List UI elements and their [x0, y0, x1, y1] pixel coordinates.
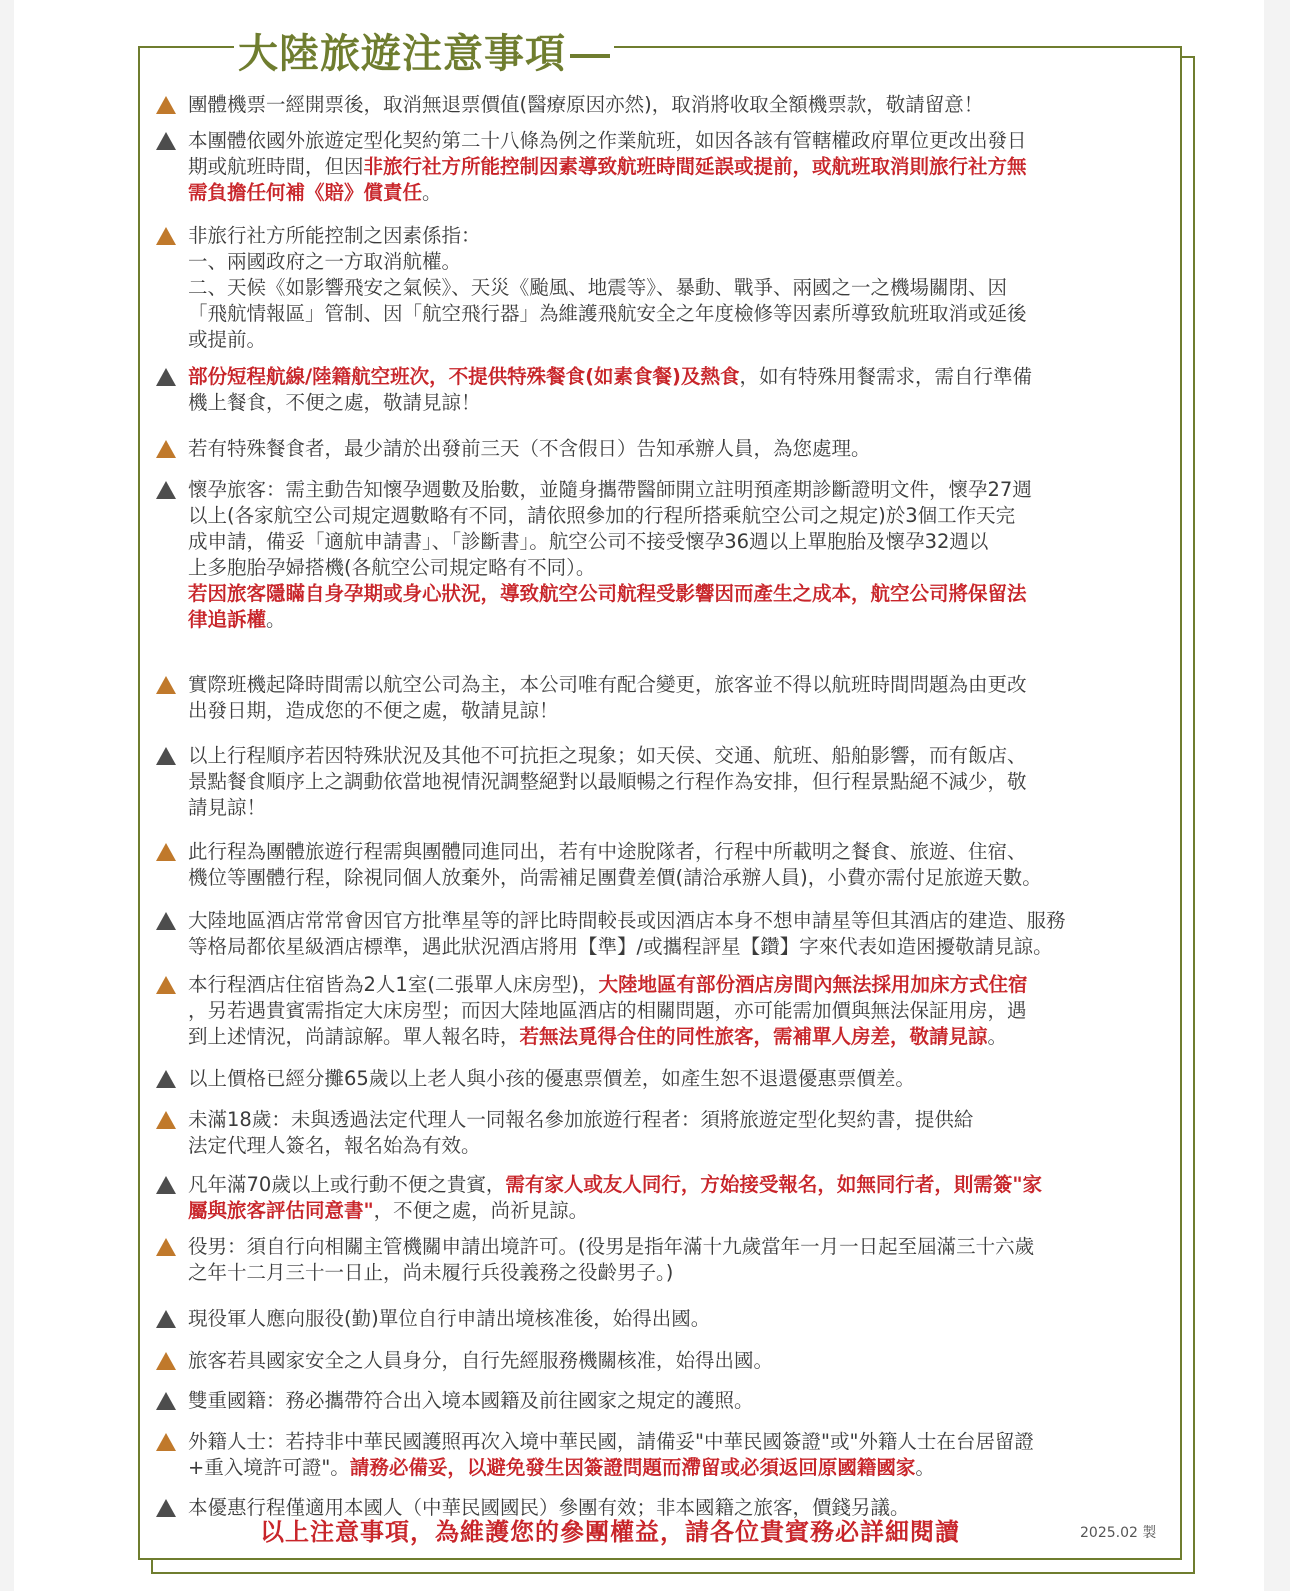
notice-text: ，如有特殊用餐需求，需自行準備 [739, 365, 1032, 388]
notice-line [188, 607, 1032, 633]
highlight-text: 若因旅客隱瞞自身孕期或身心狀況，導致航空公司航程受影響因而產生之成本，航空公司將保留法 [188, 582, 1027, 605]
page-title: 大陸旅遊注意事項 [238, 31, 566, 77]
notice-text: 此行程為團體旅遊行程需與團體同進同出，若有中途脫隊者，行程中所載明之餐食、旅遊、住宿、 [188, 840, 1027, 863]
highlight-text: 大陸地區有部份酒店房間內無法採用加床方式住宿 [598, 973, 1028, 996]
notice-text: 未滿18歲：未與透過法定代理人一同報名參加旅遊行程者：須將旅遊定型化契約書，提供給 [188, 1108, 974, 1131]
notice-line [188, 1455, 1034, 1481]
notice-line [188, 1429, 1034, 1455]
notice-line [188, 1306, 710, 1332]
notice-item [156, 1107, 973, 1159]
notice-item [156, 908, 1066, 960]
notice-text: 旅客若具國家安全之人員身分，自行先經服務機關核准，始得出國。 [188, 1349, 774, 1372]
notice-item [156, 223, 1027, 353]
triangle-bullet-icon [156, 368, 176, 386]
notice-line [188, 180, 1027, 206]
notice-text: 團體機票一經開票後，取消無退票價值(醫療原因亦然)，取消將收取全額機票款，敬請留意！ [188, 93, 984, 116]
notice-line [188, 223, 1027, 249]
notice-text: 景點餐食順序上之調動依當地視情況調整絕對以最順暢之行程作為安排，但行程景點絕不減少，敬 [188, 770, 1027, 793]
highlight-text: 需負擔任何補《賠》償責任 [188, 181, 423, 204]
notice-line [188, 581, 1032, 607]
notice-text: 成申請，備妥「適航申請書」、「診斷書」。航空公司不接受懷孕36週以上單胞胎及懷孕32週以 [188, 530, 989, 553]
notice-text: +重入境許可證"。 [188, 1456, 350, 1479]
notice-line [188, 1107, 973, 1133]
triangle-bullet-icon [156, 1238, 176, 1256]
notice-text: 若有特殊餐食者，最少請於出發前三天（不含假日）告知承辦人員，為您處理。 [188, 437, 871, 460]
notice-line [188, 1348, 773, 1374]
notice-text: 出發日期，造成您的不便之處，敬請見諒！ [188, 699, 559, 722]
triangle-bullet-icon [156, 132, 176, 150]
notice-item [156, 1348, 773, 1374]
notice-text: 以上(各家航空公司規定週數略有不同，請依照參加的行程所搭乘航空公司之規定)於3個工作天完 [188, 504, 1016, 527]
notice-text: 現役軍人應向服役(勤)單位自行申請出境核准後，始得出國。 [188, 1307, 711, 1330]
notice-line [188, 865, 1042, 891]
notice-line [188, 998, 1028, 1024]
notice-text: 役男：須自行向相關主管機關申請出境許可。(役男是指年滿十九歲當年一月一日起至屆滿三十六歲 [188, 1235, 1035, 1258]
notice-text: 二、天候《如影響飛安之氣候》、天災《颱風、地震等》、暴動、戰爭、兩國之一之機場關閉、因 [188, 276, 1008, 299]
notice-item [156, 972, 1028, 1050]
notice-line [188, 301, 1027, 327]
highlight-text: 律追訴權 [188, 608, 267, 631]
triangle-bullet-icon [156, 440, 176, 458]
highlight-text: 非旅行社方所能控制因素導致航班時間延誤或提前，或航班取消則旅行社方無 [363, 155, 1027, 178]
notice-text: 以上價格已經分攤65歲以上老人與小孩的優惠票價差，如產生恕不退還優惠票價差。 [188, 1067, 915, 1090]
notice-item [156, 1306, 710, 1332]
notice-item [156, 839, 1042, 891]
triangle-bullet-icon [156, 843, 176, 861]
notice-item [156, 1066, 915, 1092]
notice-line [188, 327, 1027, 353]
triangle-bullet-icon [156, 1392, 176, 1410]
notice-text: 或提前。 [188, 328, 267, 351]
highlight-text: 若無法覓得合住的同性旅客，需補單人房差，敬請見諒 [519, 1025, 988, 1048]
notice-item [156, 1429, 1034, 1481]
notice-text: 懷孕旅客：需主動告知懷孕週數及胎數，並隨身攜帶醫師開立註明預產期診斷證明文件，懷孕27週 [188, 478, 1032, 501]
notice-line [188, 1024, 1028, 1050]
notice-text: 外籍人士：若持非中華民國護照再次入境中華民國，請備妥"中華民國簽證"或"外籍人士在台居留證 [188, 1430, 1034, 1453]
notice-line [188, 275, 1027, 301]
notice-line [188, 1388, 754, 1414]
notice-text: 機上餐食，不便之處，敬請見諒！ [188, 391, 481, 414]
highlight-text: 屬與旅客評估同意書" [188, 1199, 374, 1222]
notice-text: 一、兩國政府之一方取消航權。 [188, 250, 462, 273]
notice-text: 機位等團體行程，除視同個人放棄外，尚需補足團費差價(請洽承辦人員)，小費亦需付足旅遊天數。 [188, 866, 1042, 889]
notice-text: 以上行程順序若因特殊狀況及其他不可抗拒之現象；如天侯、交通、航班、船舶影響，而有飯店、 [188, 744, 1027, 767]
footer-note: 以上注意事項，為維護您的參團權益，請各位貴賓務必詳細閱讀 [260, 1518, 960, 1546]
notice-line [188, 672, 1027, 698]
notice-line [188, 839, 1042, 865]
highlight-text: 請務必備妥，以避免發生因簽證問題而滯留或必須返回原國籍國家 [349, 1456, 916, 1479]
notice-text: 法定代理人簽名，報名始為有效。 [188, 1134, 481, 1157]
triangle-bullet-icon [156, 1352, 176, 1370]
notice-text: 。 [422, 181, 442, 204]
notice-item [156, 128, 1027, 206]
notice-frame [138, 31, 1182, 1560]
notice-line [188, 934, 1066, 960]
notice-line [188, 477, 1032, 503]
notice-item [156, 1172, 1042, 1224]
notice-item [156, 743, 1027, 821]
notice-line [188, 908, 1066, 934]
notice-line [188, 92, 983, 118]
notice-line [188, 1198, 1042, 1224]
notice-line [188, 128, 1027, 154]
notice-line [188, 972, 1028, 998]
notice-text: 上多胞胎孕婦搭機(各航空公司規定略有不同）。 [188, 556, 596, 579]
notice-item [156, 477, 1032, 633]
notice-text: 實際班機起降時間需以航空公司為主，本公司唯有配合變更，旅客並不得以航班時間問題為由更改 [188, 673, 1027, 696]
notice-line [188, 390, 1032, 416]
notice-line [188, 1066, 915, 1092]
notice-item [156, 1388, 754, 1414]
notice-item [156, 1234, 1034, 1286]
notice-text: ，不便之處，尚祈見諒。 [373, 1199, 589, 1222]
notice-text: ，另若遇貴賓需指定大床房型；而因大陸地區酒店的相關問題，亦可能需加價與無法保証用房，遇 [188, 999, 1027, 1022]
title-rule [570, 54, 610, 58]
notice-line [188, 154, 1027, 180]
notice-line [188, 249, 1027, 275]
notice-text: 。 [915, 1456, 935, 1479]
notice-text: 非旅行社方所能控制之因素係指： [188, 224, 481, 247]
highlight-text: 需有家人或友人同行，方始接受報名，如無同行者，則需簽"家 [505, 1173, 1042, 1196]
notice-text: 本團體依國外旅遊定型化契約第二十八條為例之作業航班，如因各該有管轄權政府單位更改出發日 [188, 129, 1027, 152]
notice-text: 期或航班時間，但因 [188, 155, 364, 178]
notice-line [188, 555, 1032, 581]
notice-text: 「飛航情報區」管制、因「航空飛行器」為維護飛航安全之年度檢修等因素所導致航班取消或延後 [188, 302, 1027, 325]
notice-line [188, 1172, 1042, 1198]
notice-line [188, 698, 1027, 724]
notice-item [156, 364, 1032, 416]
notice-line [188, 436, 871, 462]
notice-text: 本優惠行程僅適用本國人（中華民國國民）參團有效；非本國籍之旅客，價錢另議。 [188, 1496, 910, 1519]
triangle-bullet-icon [156, 1499, 176, 1517]
triangle-bullet-icon [156, 1433, 176, 1451]
highlight-text: 部份短程航線/陸籍航空班次，不提供特殊餐食(如素食餐)及熱食 [188, 365, 740, 388]
notice-item [156, 436, 871, 462]
notice-line [188, 743, 1027, 769]
notice-text: 到上述情況，尚請諒解。單人報名時， [188, 1025, 520, 1048]
triangle-bullet-icon [156, 1176, 176, 1194]
notice-line [188, 364, 1032, 390]
notice-line [188, 1133, 973, 1159]
notice-line [188, 769, 1027, 795]
notice-text: 雙重國籍：務必攜帶符合出入境本國籍及前往國家之規定的護照。 [188, 1389, 754, 1412]
triangle-bullet-icon [156, 1111, 176, 1129]
title-wrap [234, 26, 614, 82]
notice-line [188, 1260, 1034, 1286]
notice-text: 。 [987, 1025, 1008, 1048]
triangle-bullet-icon [156, 676, 176, 694]
date-stamp: 2025.02 製 [1080, 1525, 1157, 1541]
triangle-bullet-icon [156, 1070, 176, 1088]
notice-text: 大陸地區酒店常常會因官方批準星等的評比時間較長或因酒店本身不想申請星等但其酒店的建造、服務 [188, 909, 1066, 932]
notice-text: 等格局都依星級酒店標準，遇此狀況酒店將用【準】/或攜程評星【鑽】字來代表如造困擾敬請見諒。 [188, 935, 1053, 958]
triangle-bullet-icon [156, 96, 176, 114]
notice-line [188, 1234, 1034, 1260]
triangle-bullet-icon [156, 747, 176, 765]
notice-text: 請見諒！ [188, 796, 267, 819]
notice-line [188, 503, 1032, 529]
notice-text: 凡年滿70歲以上或行動不便之貴賓， [188, 1173, 506, 1196]
triangle-bullet-icon [156, 227, 176, 245]
notice-text: 本行程酒店住宿皆為2人1室(二張單人床房型)， [188, 973, 599, 996]
notice-text: 。 [266, 608, 286, 631]
notice-text: 之年十二月三十一日止，尚未履行兵役義務之役齡男子。) [188, 1261, 674, 1284]
triangle-bullet-icon [156, 1310, 176, 1328]
notice-item [156, 92, 983, 118]
triangle-bullet-icon [156, 976, 176, 994]
triangle-bullet-icon [156, 481, 176, 499]
notice-line [188, 795, 1027, 821]
page [14, 0, 1264, 1591]
notice-line [188, 529, 1032, 555]
triangle-bullet-icon [156, 912, 176, 930]
notice-item [156, 672, 1027, 724]
